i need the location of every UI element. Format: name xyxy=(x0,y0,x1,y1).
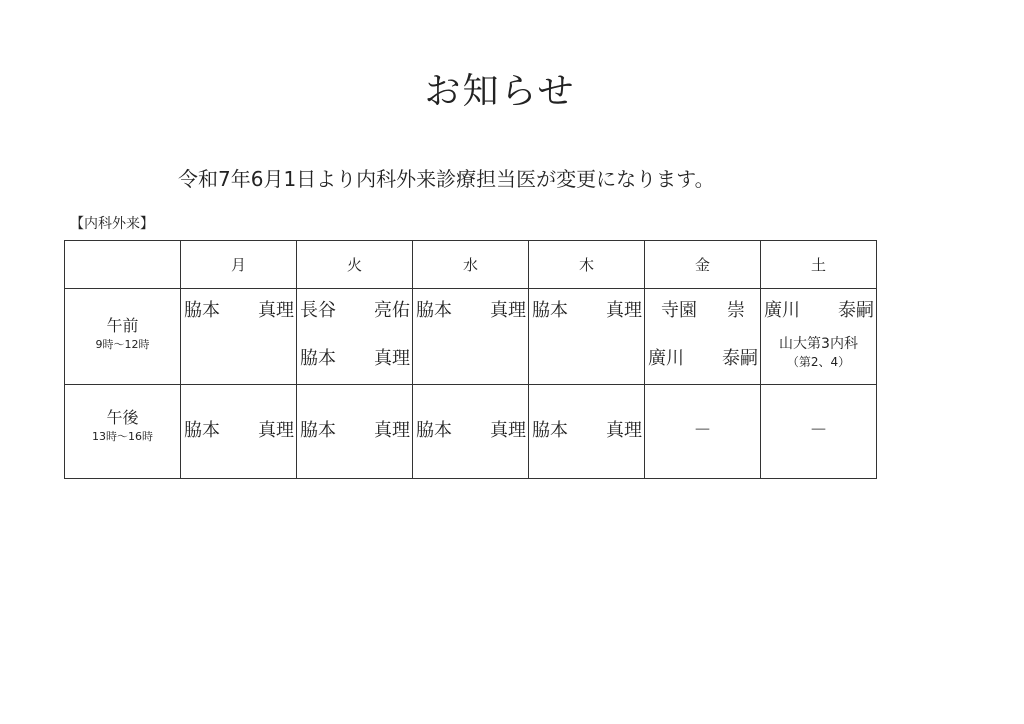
cell-am-thu xyxy=(529,289,645,385)
cell-am-sat xyxy=(761,289,877,385)
doctor-name xyxy=(181,299,296,323)
doctor-given-name: 泰嗣 xyxy=(722,348,758,369)
cell-am-tue xyxy=(297,289,413,385)
doctor-name xyxy=(297,347,412,371)
cell-pm-mon xyxy=(181,385,297,479)
doctor-family-name: 脇本 xyxy=(532,420,568,441)
day-header-fri: 金 xyxy=(645,241,761,289)
table-row-pm xyxy=(65,385,877,479)
doctor-given-name: 真理 xyxy=(258,300,294,321)
cell-pm-thu xyxy=(529,385,645,479)
doctor-name xyxy=(645,347,760,371)
doctor-family-name: 脇本 xyxy=(532,300,568,321)
doctor-name xyxy=(413,299,528,323)
doctor-given-name: 崇 xyxy=(727,300,745,321)
cell-am-fri xyxy=(645,289,761,385)
doctor-name xyxy=(181,419,296,443)
cell-pm-wed xyxy=(413,385,529,479)
doctor-given-name: 真理 xyxy=(606,300,642,321)
table-header-row xyxy=(65,241,877,289)
period-label: 午前 xyxy=(106,316,139,335)
page-title: お知らせ xyxy=(424,71,576,112)
doctor-given-name: 真理 xyxy=(374,420,410,441)
doctor-name xyxy=(297,299,412,323)
doctor-given-name: 真理 xyxy=(374,348,410,369)
doctor-name xyxy=(645,299,760,323)
doctor-family-name: 廣川 xyxy=(648,348,684,369)
week-note: （第2、4） xyxy=(786,355,851,369)
affiliation-note: 山大第3内科 xyxy=(779,336,858,352)
no-clinic-dash: － xyxy=(809,420,828,441)
doctor-family-name: 長谷 xyxy=(300,300,336,321)
cell-pm-fri xyxy=(645,385,761,479)
doctor-given-name: 真理 xyxy=(490,420,526,441)
doctor-family-name: 脇本 xyxy=(300,420,336,441)
section-label: 【内科外来】 xyxy=(70,216,154,232)
day-header-sat: 土 xyxy=(761,241,877,289)
doctor-given-name: 亮佑 xyxy=(374,300,410,321)
schedule-table xyxy=(64,240,877,479)
cell-am-wed xyxy=(413,289,529,385)
doctor-family-name: 寺園 xyxy=(661,300,697,321)
cell-am-mon xyxy=(181,289,297,385)
period-cell-am xyxy=(65,289,181,385)
table-row-am xyxy=(65,289,877,385)
period-time: 9時～12時 xyxy=(95,338,150,351)
doctor-family-name: 廣川 xyxy=(764,300,800,321)
doctor-name xyxy=(529,419,644,443)
doctor-given-name: 真理 xyxy=(606,420,642,441)
doctor-family-name: 脇本 xyxy=(184,300,220,321)
corner-cell xyxy=(65,241,181,289)
doctor-family-name: 脇本 xyxy=(300,348,336,369)
doctor-family-name: 脇本 xyxy=(416,300,452,321)
day-header-thu: 木 xyxy=(529,241,645,289)
period-cell-pm xyxy=(65,385,181,479)
no-clinic-dash: － xyxy=(693,420,712,441)
period-time: 13時～16時 xyxy=(92,430,153,443)
doctor-given-name: 真理 xyxy=(490,300,526,321)
day-header-mon: 月 xyxy=(181,241,297,289)
doctor-name xyxy=(413,419,528,443)
day-header-wed: 水 xyxy=(413,241,529,289)
doctor-given-name: 真理 xyxy=(258,420,294,441)
doctor-name xyxy=(529,299,644,323)
notice-text: 令和7年6月1日より内科外来診療担当医が変更になります。 xyxy=(178,167,715,191)
doctor-family-name: 脇本 xyxy=(184,420,220,441)
period-label: 午後 xyxy=(106,408,139,427)
doctor-name xyxy=(761,299,876,323)
doctor-given-name: 泰嗣 xyxy=(838,300,874,321)
cell-pm-sat xyxy=(761,385,877,479)
day-header-tue: 火 xyxy=(297,241,413,289)
doctor-family-name: 脇本 xyxy=(416,420,452,441)
cell-pm-tue xyxy=(297,385,413,479)
doctor-name xyxy=(297,419,412,443)
